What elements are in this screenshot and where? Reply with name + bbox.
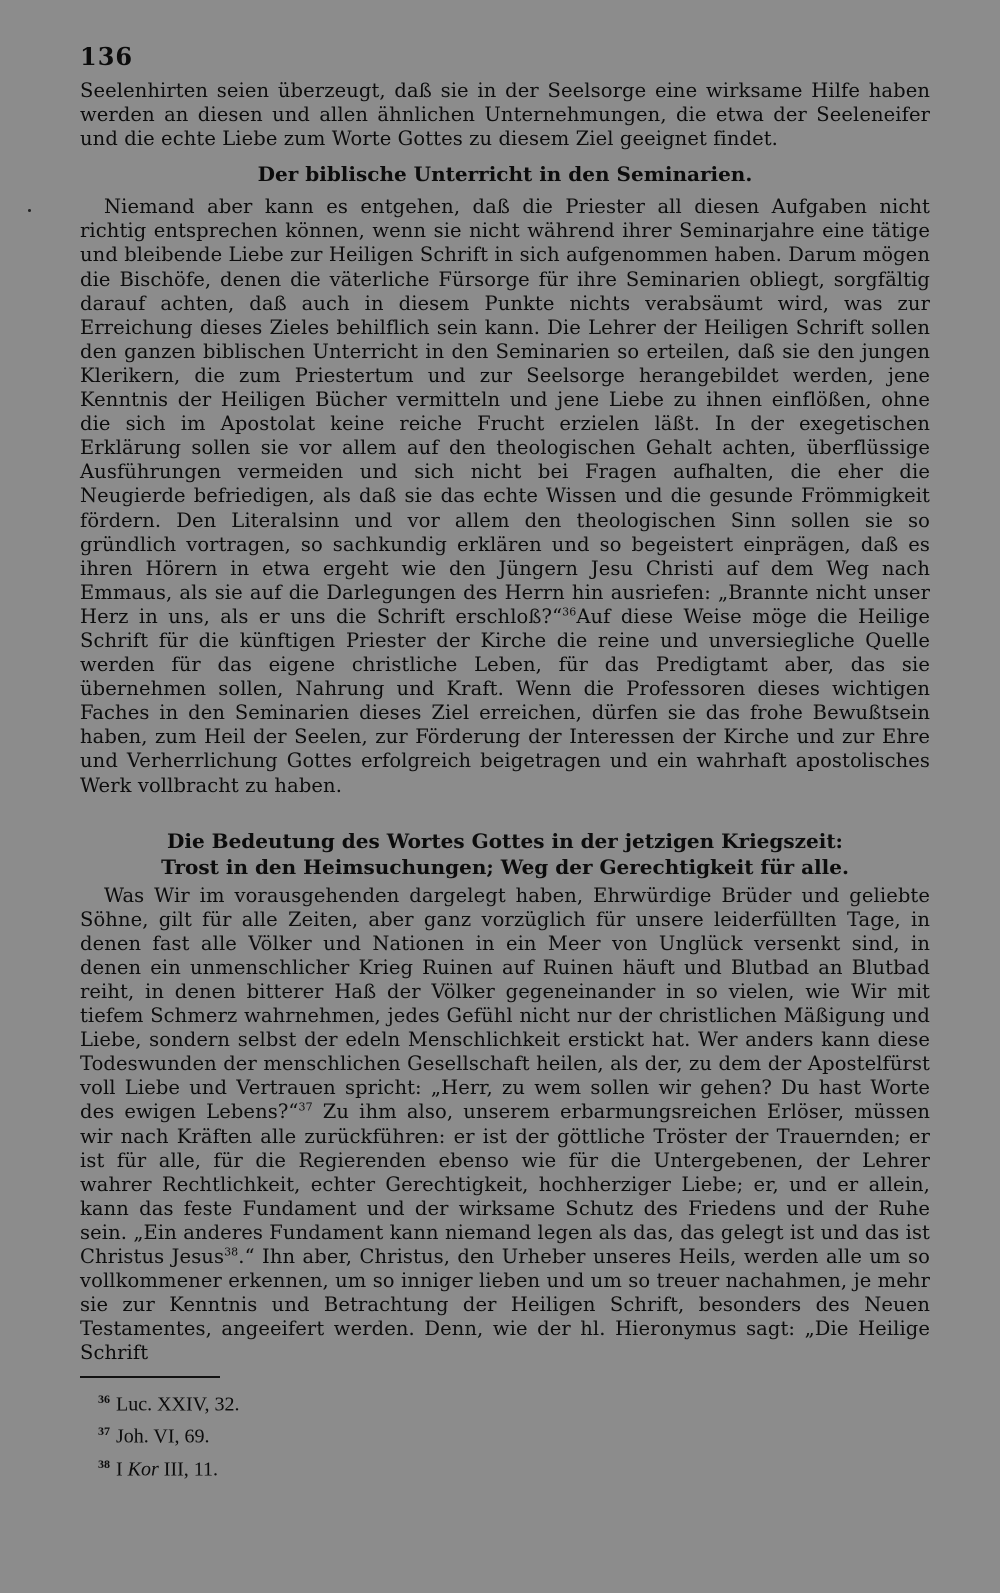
footnote-ref-36[interactable]: 36 <box>562 605 577 619</box>
section-heading-war-line1: Die Bedeutung des Wortes Gottes in der jetzigen Kriegszeit: <box>167 828 843 853</box>
footnote-item <box>98 1386 930 1419</box>
paragraph-seminars <box>80 195 930 797</box>
paragraph-war-part-c: .“ Ihn aber, Christus, den Urheber unseres Heils, werden alle um so vollkommener erkennen, um so inniger lieben und um so treuer nachahmen, je mehr sie zur Kenntnis und Betrachtung der Heiligen Schrift, besonders des Neuen Testamentes, angeeifert werden. Denn, wie der hl. Hieronymus sagt: „Die Heilige Schrift <box>80 1245 930 1365</box>
section-heading-war-line2: Trost in den Heimsuchungen; Weg der Gerechtigkeit für alle. <box>161 854 849 879</box>
footnote-divider <box>80 1376 220 1378</box>
footnote-ref-37[interactable]: 37 <box>298 1100 313 1114</box>
stray-print-mark <box>28 209 31 212</box>
footnote-text: Luc. XXIV, 32. <box>116 1393 240 1416</box>
page-number: 136 <box>80 42 134 71</box>
paragraph-intro: Seelenhirten seien überzeugt, daß sie in der Seelsorge eine wirksame Hilfe haben werden an diesen und allen ähnlichen Unternehmungen, die etwa der Seeleneifer und die echte Liebe zum Worte Gottes zu diesem Ziel geeignet findet. <box>80 79 930 151</box>
paragraph-seminars-continued: Auf diese Weise möge die Heilige Schrift für die künftigen Priester der Kirche die reine und unversiegliche Quelle werden für das eigene christliche Leben, für das Predigtamt aber, das sie übernehmen sollen, Nahrung und Kraft. Wenn die Professoren dieses wichtigen Faches in den Seminarien dieses Ziel erreichen, dürfen sie das frohe Bewußtsein haben, zum Heil der Seelen, zur Förderung der Interessen der Kirche und zur Ehre und Verherrlichung Gottes erfolgreich beigetragen und ein wahrhaft apostolisches Werk vollbracht zu haben. <box>80 604 930 797</box>
footnote-text: I <box>116 1458 128 1481</box>
footnote-text: Joh. VI, 69. <box>116 1425 210 1448</box>
section-heading-war <box>80 828 930 880</box>
footnote-number: 36 <box>98 1391 110 1406</box>
paragraph-war <box>80 884 930 1366</box>
paragraph-seminars-text: Niemand aber kann es entgehen, daß die Priester all diesen Aufgaben nicht richtig entsprechen können, wenn sie nicht während ihrer Seminarjahre eine tätige und bleibende Liebe zur Heiligen Schrift in sich aufgenommen haben. Darum mögen die Bischöfe, denen die väterliche Fürsorge für ihre Seminarien obliegt, sorgfältig darauf achten, daß auch in diesem Punkte nichts verabsäumt wird, was zur Erreichung dieses Zieles behilflich sein kann. Die Lehrer der Heiligen Schrift sollen den ganzen biblischen Unterricht in den Seminarien so erteilen, daß sie den jungen Klerikern, die zum Priestertum und zur Seelsorge herangebildet werden, jene Kenntnis der Heiligen Bücher vermitteln und jene Liebe zu ihnen einflößen, ohne die sich im Apostolat keine reiche Frucht erzielen läßt. In der exegetischen Erklärung sollen sie vor allem auf den theologischen Gehalt achten, überflüssige Ausführungen vermeiden und sich nicht bei Fragen aufhalten, die eher die Neugierde befriedigen, als daß sie das echte Wissen und die gesunde Frömmigkeit fördern. Den Literalsinn und vor allem den theologischen Sinn sollen sie so gründlich vortragen, so sachkundig erklären und so begeistert einprägen, daß es ihren Hörern in etwa ergeht wie den Jüngern Jesu Christi auf dem Weg nach Emmaus, als sie auf die Darlegungen des Herrn hin ausriefen: „Brannte nicht unser Herz in uns, als er uns die Schrift erschloß?“ <box>80 195 930 628</box>
footnote-text-italic: Kor <box>127 1458 159 1481</box>
paragraph-war-part-a: Was Wir im vorausgehenden dargelegt haben, Ehrwürdige Brüder und geliebte Söhne, gilt für alle Zeiten, aber ganz vorzüglich für unsere leiderfüllten Tage, in denen fast alle Völker und Nationen in ein Meer von Unglück versenkt sind, in denen ein unmenschlicher Krieg Ruinen auf Ruinen häuft und Blutbad an Blutbad reiht, in denen bitterer Haß der Völker gegeneinander in so vielen, wie Wir mit tiefem Schmerz wahrnehmen, jedes Gefühl nicht nur der christlichen Mäßigung und Liebe, sondern selbst der edeln Menschlichkeit erstickt hat. Wer anders kann diese Todeswunden der menschlichen Gesellschaft heilen, als der, zu dem der Apostelfürst voll Liebe und Vertrauen spricht: „Herr, zu wem sollen wir gehen? Du hast Worte des ewigen Lebens?“ <box>80 883 930 1124</box>
footnote-ref-38[interactable]: 38 <box>224 1245 239 1259</box>
footnote-number: 37 <box>98 1424 110 1439</box>
footnotes-list <box>80 1386 930 1484</box>
footnote-item <box>98 1451 930 1484</box>
paragraph-war-part-b: Zu ihm also, unserem erbarmungsreichen Erlöser, müssen wir nach Kräften alle zurückführen: er ist der göttliche Tröster der Trauernden; er ist für alle, für die Regierenden ebenso wie für die Untergebenen, der Lehrer wahrer Rechtlichkeit, echter Gerechtigkeit, hochherziger Liebe; er, und er allein, kann das feste Fundament und der wirksame Schutz des Friedens und der Ruhe sein. „Ein anderes Fundament kann niemand legen als das, das gelegt ist und das ist Christus Jesus <box>80 1100 930 1269</box>
footnote-number: 38 <box>98 1456 110 1471</box>
section-heading-seminars: Der biblische Unterricht in den Seminarien. <box>257 162 753 187</box>
footnote-text-rest: III, 11. <box>158 1458 219 1481</box>
footnote-item <box>98 1418 930 1451</box>
